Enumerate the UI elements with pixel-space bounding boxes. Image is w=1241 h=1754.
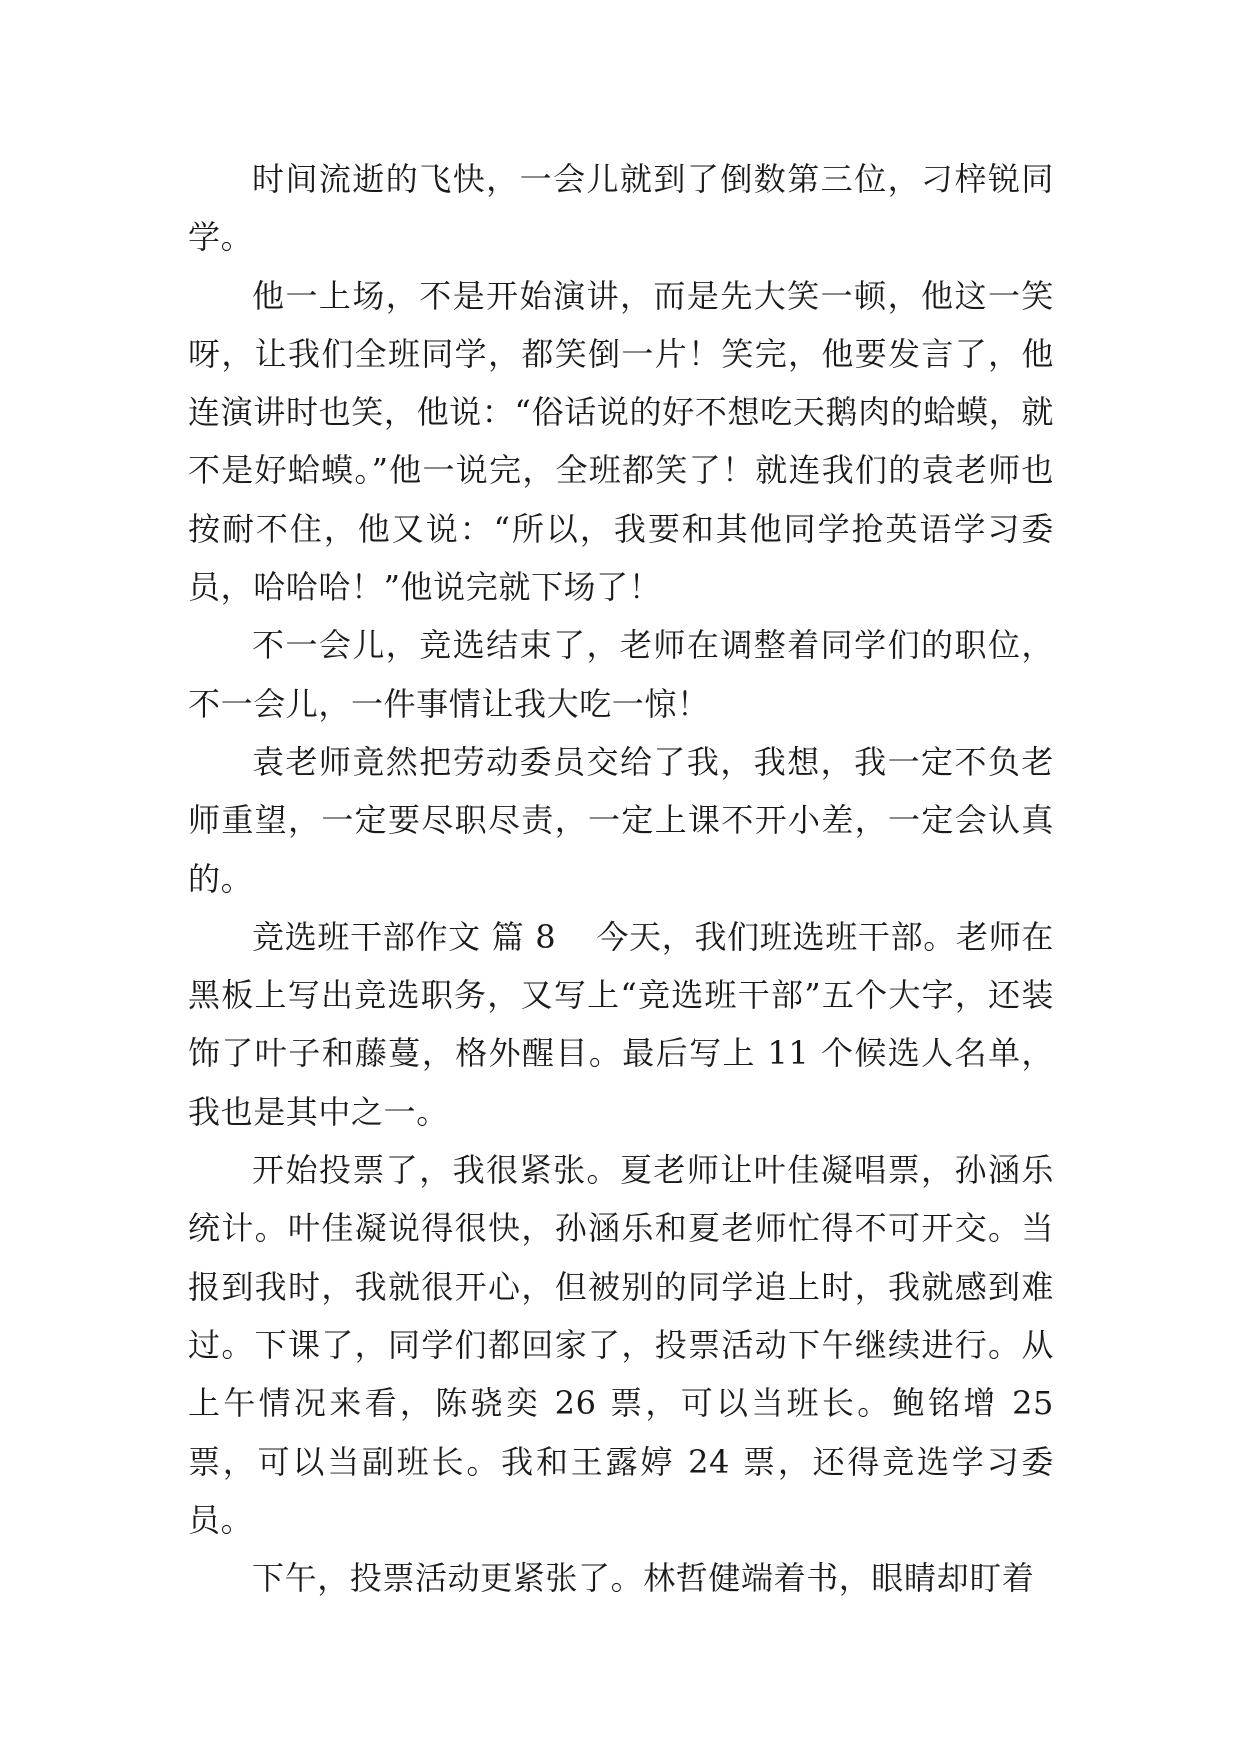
paragraph-3: 不一会儿，竞选结束了，老师在调整着同学们的职位，不一会儿，一件事情让我大吃一惊！ bbox=[188, 626, 1054, 723]
section-text: 今天，我们班选班干部。老师在黑板上写出竞选职务，又写上“竞选班干部”五个大字，还装饰了叶子和藤蔓，格外醒目。最后写上 11 个候选人名单，我也是其中之一。 bbox=[188, 917, 1054, 1131]
document-body bbox=[188, 150, 1054, 1607]
paragraph-1: 时间流逝的飞快，一会儿就到了倒数第三位，刁梓锐同学。 bbox=[188, 160, 1054, 257]
paragraph-4: 袁老师竟然把劳动委员交给了我，我想，我一定不负老师重望，一定要尽职尽责，一定上课不开小差，一定会认真的。 bbox=[188, 742, 1054, 898]
section-paragraph bbox=[188, 908, 1054, 1141]
paragraph-2: 他一上场，不是开始演讲，而是先大笑一顿，他这一笑呀，让我们全班同学，都笑倒一片！笑完，他要发言了，他连演讲时也笑，他说：“俗话说的好不想吃天鹅肉的蛤蟆，就不是好蛤蟆。”他一说完，全班都笑了！就连我们的袁老师也按耐不住，他又说：“所以，我要和其他同学抢英语学习委员，哈哈哈！”他说完就下场了！ bbox=[188, 276, 1054, 607]
section-heading: 竞选班干部作文 篇 8 bbox=[252, 917, 557, 956]
paragraph-7: 下午，投票活动更紧张了。林哲健端着书，眼睛却盯着 bbox=[252, 1559, 1035, 1598]
paragraph-6: 开始投票了，我很紧张。夏老师让叶佳凝唱票，孙涵乐统计。叶佳凝说得很快，孙涵乐和夏老师忙得不可开交。当报到我时，我就很开心，但被别的同学追上时，我就感到难过。下课了，同学们都回家了，投票活动下午继续进行。从上午情况来看，陈骁奕 26 票，可以当班长。鲍铭增 25 票，可以当副班长。我和王露婷 24 票，还得竞选学习委员。 bbox=[188, 1151, 1054, 1539]
